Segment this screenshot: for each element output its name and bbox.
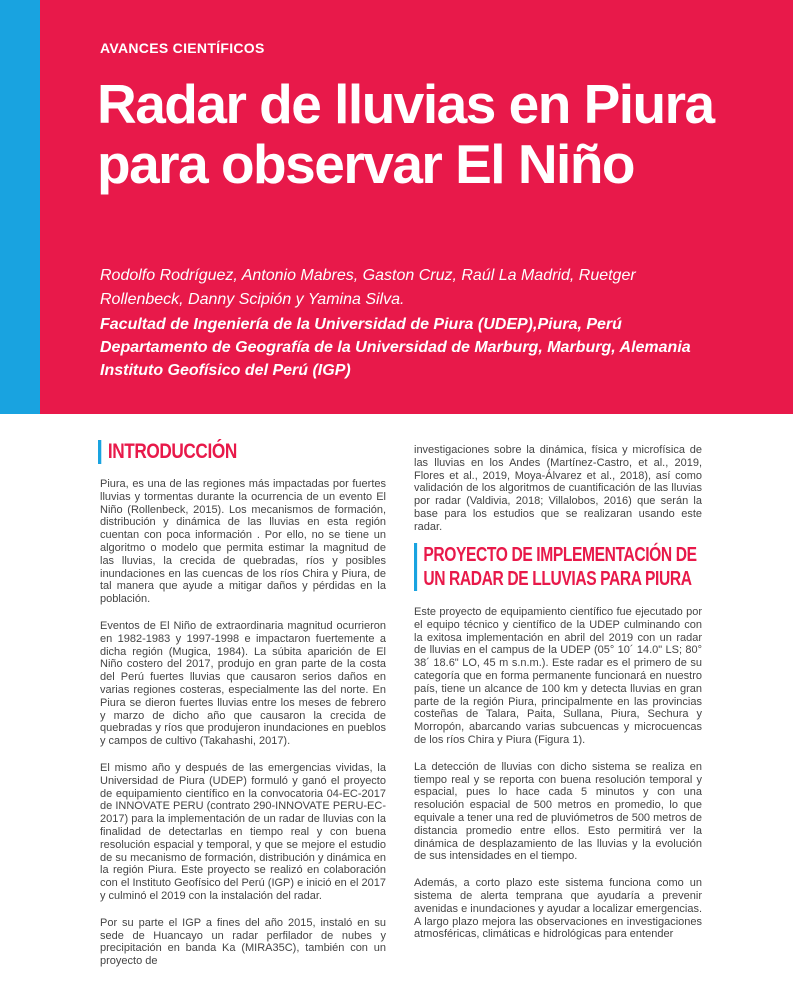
intro-paragraph: Por su parte el IGP a fines del año 2015, instaló en su sede de Huancayo un radar perfilador de nubes y precipitación en banda Ka (MIRA35C), también con un proyecto de — [100, 916, 386, 968]
project-paragraph: Este proyecto de equipamiento científico fue ejecutado por el equipo técnico y científico de la UDEP culminando con la exitosa implementación en abril del 2019 con un radar de lluvias en el campus de la UDEP (05° 10´ 14.0" LS; 80° 38´ 18.6" LO, 45 m s.n.m.). Este radar es el primero de su categoría que en forma permanente funcionará en nuestro país, tiene un alcance de 100 km y detecta lluvias en gran parte de la región Piura, principalmente en las provincias costeñas de Talara, Paita, Sullana, Piura, Sechura y Morropón, abarcando varias subcuencas y microcuencas de los ríos Chira y Piura (Figura 1). — [414, 606, 702, 746]
article-header — [0, 0, 793, 414]
affiliation-udep: Facultad de Ingeniería de la Universidad de Piura (UDEP),Piura, Perú — [100, 316, 622, 333]
left-column — [100, 478, 386, 982]
continuation-paragraph: investigaciones sobre la dinámica, física y microfísica de las lluvias en los Andes (Martínez-Castro, et al., 2019, Flores et al., 2019, Moya-Álvarez et al., 2018), así como validación de los algoritmos de cuantificación de las lluvias por radar (Valdivia, 2018; Villalobos, 2016) que serán la base para los estudios que se realizaran usando este radar. — [414, 444, 702, 533]
article-authors: Rodolfo Rodríguez, Antonio Mabres, Gaston Cruz, Raúl La Madrid, Ruetger Rollenbeck, Danny Scipión y Yamina Silva. — [100, 267, 636, 308]
affiliation-igp: Instituto Geofísico del Perú (IGP) — [100, 362, 351, 379]
project-heading — [414, 543, 697, 591]
header-accent-stripe — [0, 0, 40, 414]
right-column — [414, 444, 702, 534]
intro-paragraph: El mismo año y después de las emergencias vividas, la Universidad de Piura (UDEP) formuló y ganó el proyecto de equipamiento científico en la convocatoria 04-EC-2017 de INNOVATE PERU (contrato 290-INNOVATE PERU-EC-2017) para la implementación de un radar de lluvias con la finalidad de detectarlas en tiempo real y con buena resolución espacial y temporal, y que se mejore el estudio de su mecanismo de formación, distribución y dinámica en la región Piura. Este proyecto se realizó en colaboración con el Instituto Geofísico del Perú (IGP) e inició en el 2017 y culminó el 2019 con la instalación del radar. — [100, 761, 386, 902]
intro-paragraph: Piura, es una de las regiones más impactadas por fuertes lluvias y tormentas durante la ocurrencia de un evento El Niño (Rollenbeck, 2015). Los mecanismos de formación, distribución y dinámica de las lluvias en esta región cuentan con poca información . Por ello, no se tiene un algoritmo o modelo que permita estimar la magnitud de las lluvias, la crecida de quebradas, ríos y posibles inundaciones en las cuencas de los ríos Chira y Piura, de tal manera que ayude a mitigar daños y pérdidas en la población. — [100, 478, 386, 606]
project-heading-line: UN RADAR DE LLUVIAS PARA PIURA — [423, 568, 692, 590]
section-label: AVANCES CIENTÍFICOS — [100, 40, 265, 56]
affiliations — [100, 313, 760, 382]
project-heading-line: PROYECTO DE IMPLEMENTACIÓN DE — [423, 544, 697, 566]
project-paragraph: Además, a corto plazo este sistema funciona como un sistema de alerta temprana que ayudaría a prevenir avenidas e inundaciones y ayudar a localizar emergencias. A largo plazo mejora las observaciones en investigaciones atmosféricas, climáticas e hidrológicas para entender — [414, 877, 703, 941]
right-column-body — [414, 606, 702, 955]
project-paragraph: La detección de lluvias con dicho sistema se realiza en tiempo real y se reporta con buena resolución temporal y espacial, pues lo hace cada 5 minutos y con una resolución espacial de 500 metros en promedio, lo que equivale a tener una red de pluviómetros de 500 metros de distancia promedio entre ellos. Esto permitirá ver la dinámica de desplazamiento de las lluvias y la evolución de sus intensidades en el tiempo. — [414, 760, 703, 863]
introduction-heading: INTRODUCCIÓN — [98, 440, 237, 464]
article-title: Radar de lluvias en Piura para observar El Niño — [97, 73, 714, 195]
affiliation-marburg: Departamento de Geografía de la Universidad de Marburg, Marburg, Alemania — [100, 339, 691, 356]
intro-paragraph: Eventos de El Niño de extraordinaria magnitud ocurrieron en 1982-1983 y 1997-1998 e impactaron fuertemente a dicha región (Mugica, 1984). La súbita aparición de El Niño costero del 2017, produjo en gran parte de la costa del Perú fuertes lluvias que causaron serios daños en varias regiones costeras, especialmente las del norte. En Piura se dieron fuertes lluvias entre los meses de febrero y marzo de dicho año que causaron la crecida de quebradas y ríos que produjeron inundaciones en pueblos y campos de cultivo (Takahashi, 2017). — [100, 619, 386, 748]
